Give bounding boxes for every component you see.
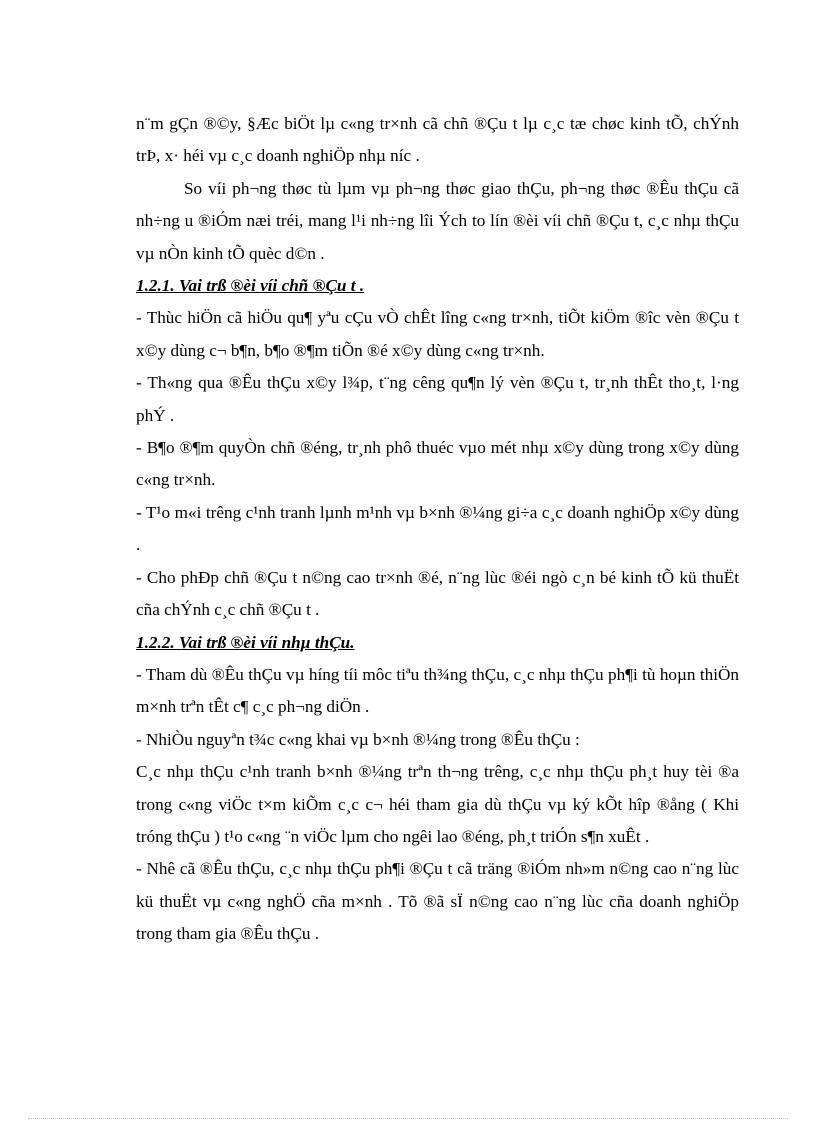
document-page	[136, 108, 739, 951]
paragraph: - Th«ng qua ®Êu thÇu x©y l¾p, t¨ng cêng qu¶n lý vèn ®Çu t, tr¸nh thÊt tho¸t, l·ng phÝ .	[136, 373, 739, 425]
section-heading-1-2-2: 1.2.2. Vai trß ®èi víi nhµ thÇu.	[136, 632, 355, 652]
paragraph: - Nhê cã ®Êu thÇu, c¸c nhµ thÇu ph¶i ®Çu t cã träng ®iÓm nh»m n©ng cao n¨ng lùc kü thuËt vµ c«ng nghÖ cña m×nh . Tõ ®ã sÏ n©ng cao n¨ng lùc cña doanh nghiÖp trong tham gia ®Êu thÇu .	[136, 859, 739, 944]
paragraph: - Tham dù ®Êu thÇu vµ híng tíi môc tiªu th¾ng thÇu, c¸c nhµ thÇu ph¶i tù hoµn thiÖn m×nh trªn tÊt c¶ c¸c ph¬ng diÖn .	[136, 664, 739, 717]
paragraph: - Thùc hiÖn cã hiÖu qu¶ yªu cÇu vÒ chÊt lîng c«ng tr×nh, tiÕt kiÖm ®îc vèn ®Çu t x©y dùng c¬ b¶n, b¶o ®¶m tiÕn ®é x©y dùng c«ng tr×nh.	[136, 308, 739, 360]
paragraph: - NhiÒu nguyªn t¾c c«ng khai vµ b×nh ®¼ng trong ®Êu thÇu :	[136, 729, 580, 749]
paragraph: So víi ph¬ng thøc tù lµm vµ ph¬ng thøc giao thÇu, ph¬ng thøc ®Êu thÇu cã nh÷ng u ®iÓm næi tréi, mang l¹i nh÷ng lîi Ých to lín ®èi víi chñ ®Çu t, c¸c nhµ thÇu vµ nÒn kinh tÕ quèc d©n .	[136, 178, 739, 263]
paragraph: - T¹o m«i trêng c¹nh tranh lµnh m¹nh vµ b×nh ®¼ng gi÷a c¸c doanh nghiÖp x©y dùng .	[136, 502, 739, 555]
paragraph: n¨m gÇn ®©y, §Æc biÖt lµ c«ng tr×nh cã chñ ®Çu t lµ c¸c tæ chøc kinh tÕ, chÝnh trÞ, x· héi vµ c¸c doanh nghiÖp nhµ níc .	[136, 114, 739, 166]
paragraph: C¸c nhµ thÇu c¹nh tranh b×nh ®¼ng trªn th¬ng trêng, c¸c nhµ thÇu ph¸t huy tèi ®a trong c«ng viÖc t×m kiÕm c¸c c¬ héi tham gia dù thÇu vµ ký kÕt hîp ®ång ( Khi tróng thÇu ) t¹o c«ng ¨n viÖc lµm cho ngêi lao ®éng, ph¸t triÓn s¶n xuÊt .	[136, 762, 739, 846]
paragraph: - B¶o ®¶m quyÒn chñ ®éng, tr¸nh phô thuéc vµo mét nhµ x©y dùng trong x©y dùng c«ng tr×nh.	[136, 438, 739, 490]
paragraph: - Cho phÐp chñ ®Çu t n©ng cao tr×nh ®é, n¨ng lùc ®éi ngò c¸n bé kinh tÕ kü thuËt cña chÝnh c¸c chñ ®Çu t .	[136, 567, 739, 620]
page-bottom-divider	[28, 1118, 788, 1119]
section-heading-1-2-1: 1.2.1. Vai trß ®èi víi chñ ®Çu t .	[136, 276, 365, 296]
